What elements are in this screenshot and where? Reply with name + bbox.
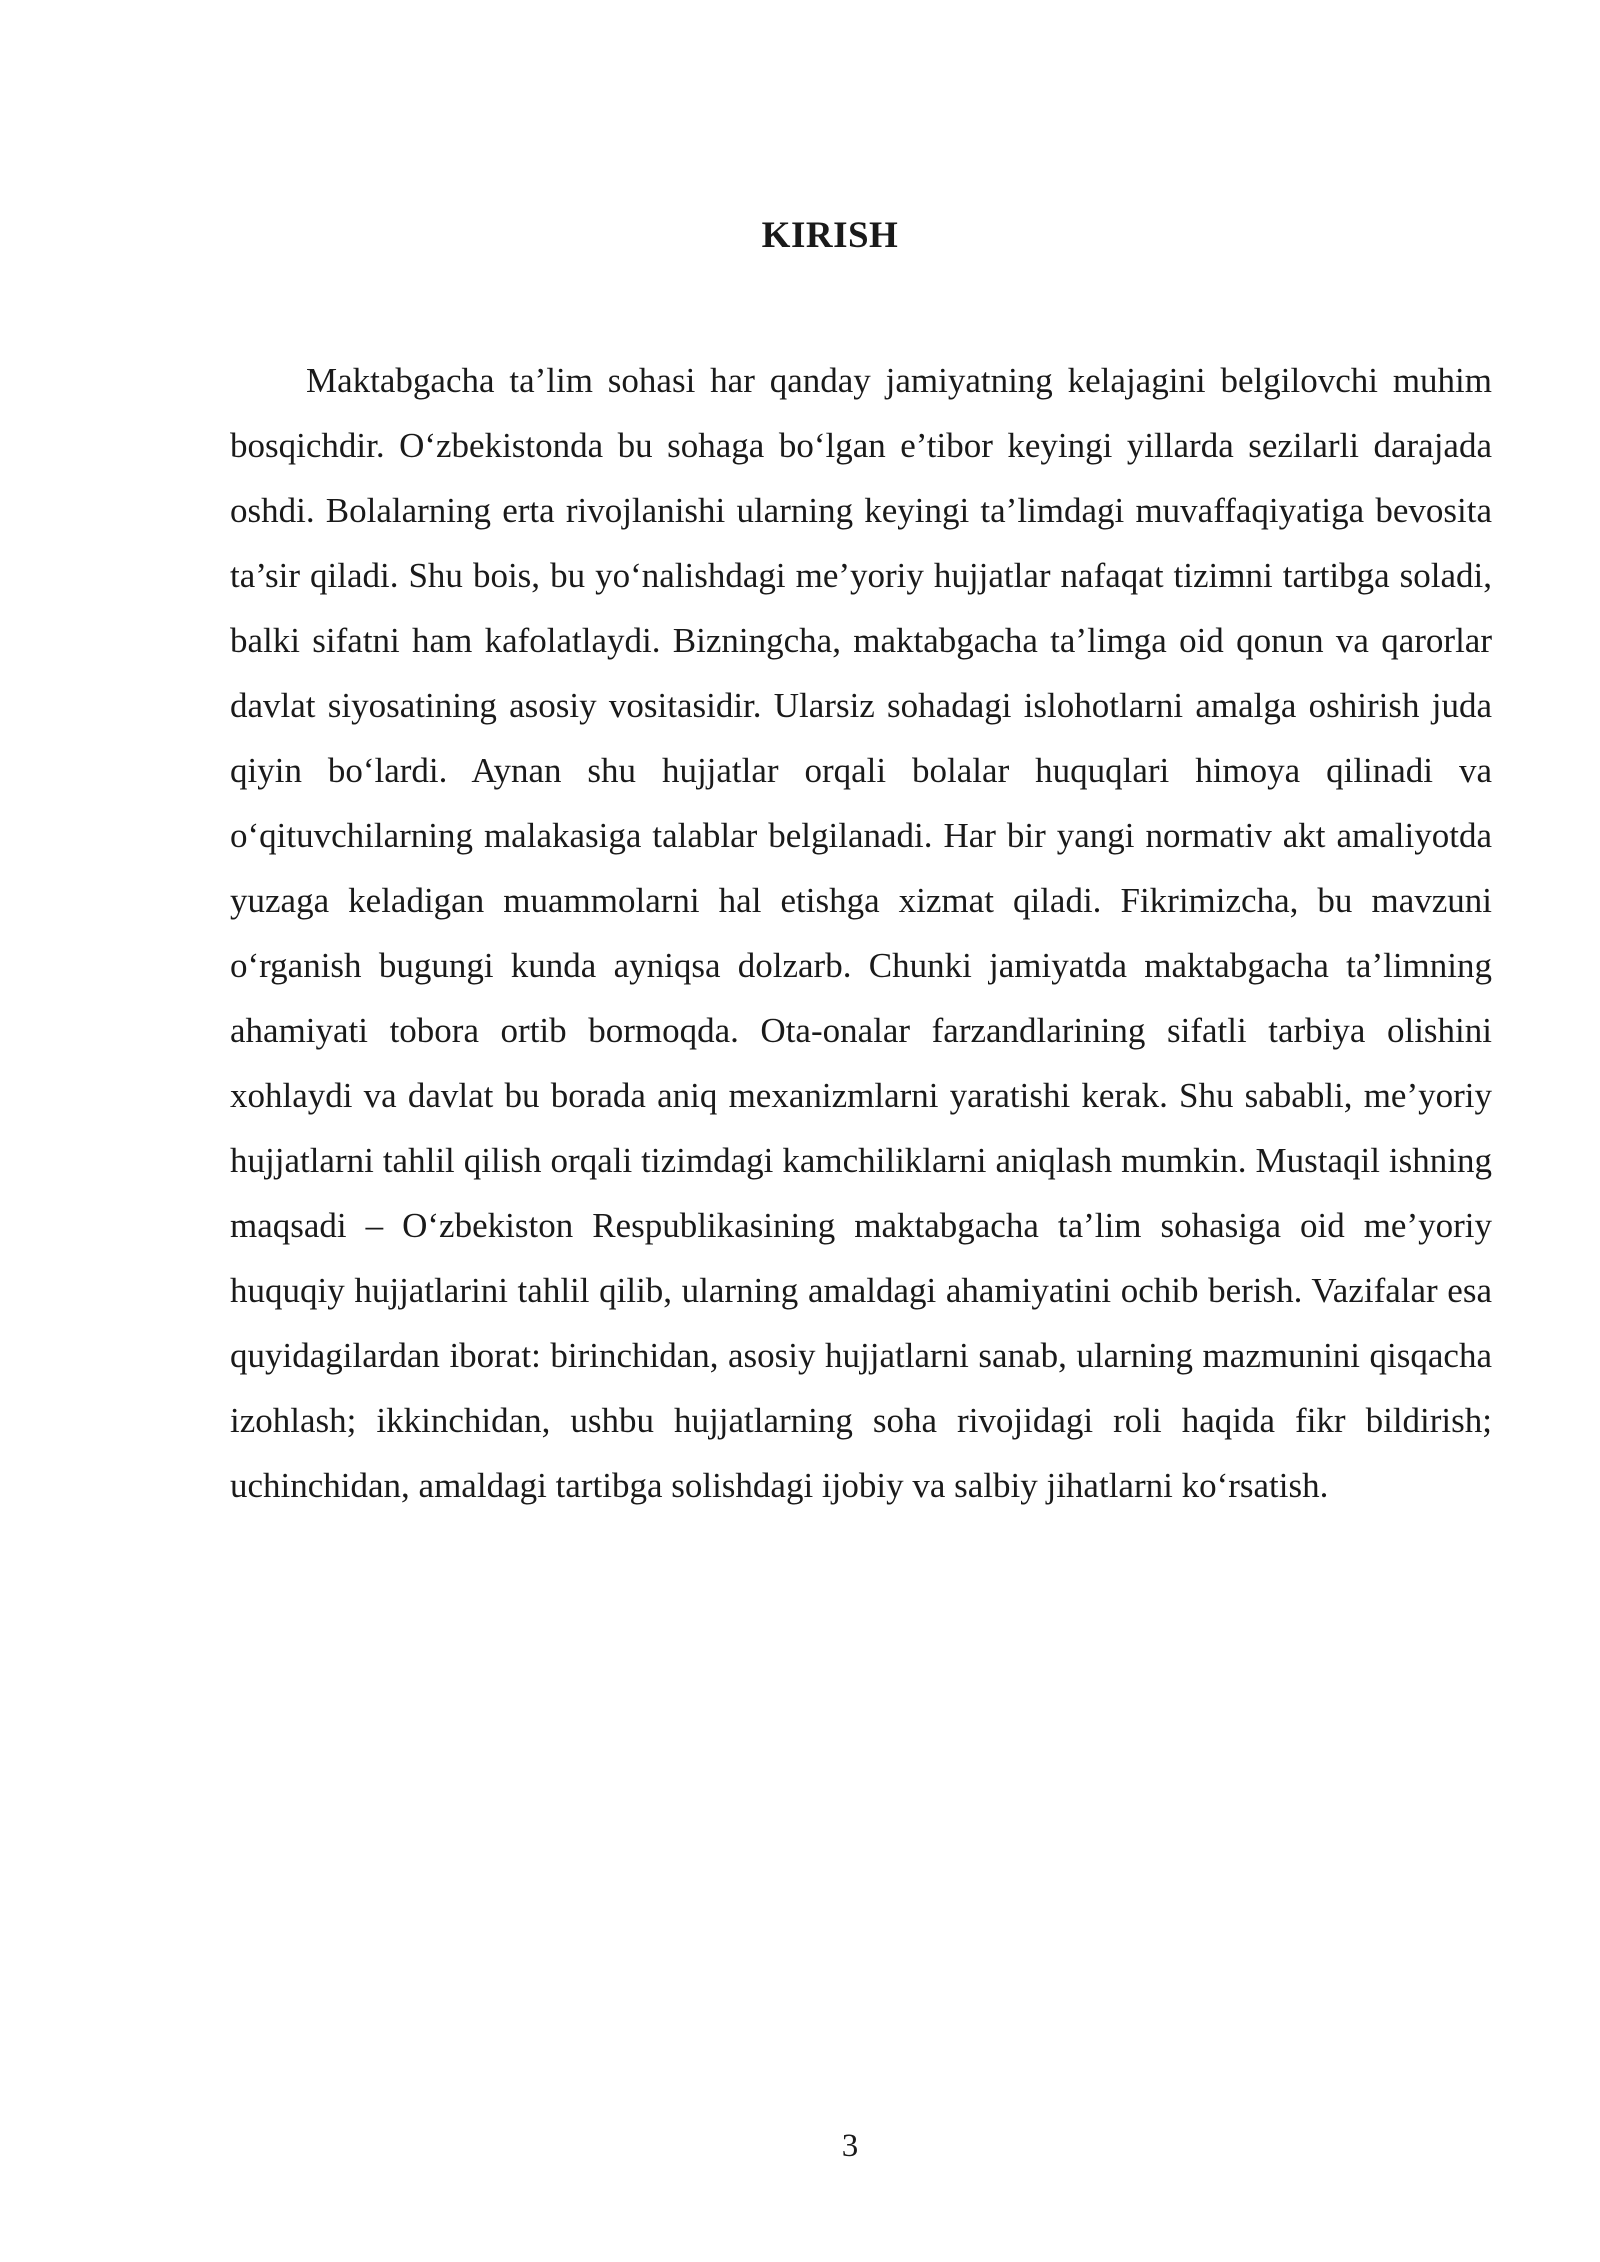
page-number: 3 bbox=[841, 2128, 859, 2164]
section-heading: KIRISH bbox=[761, 215, 899, 256]
body-paragraph: Maktabgacha ta’lim sohasi har qanday jamiyatning kelajagini belgilovchi muhim bosqichdir. O‘zbekistonda bu sohaga bo‘lgan e’tibor keyingi yillarda sezilarli darajada oshdi. Bolalarning erta rivojlanishi ularning keyingi ta’limdagi muvaffaqiyatiga bevosita ta’sir qiladi. Shu bois, bu yo‘nalishdagi me’yoriy hujjatlar nafaqat tizimni tartibga soladi, balki sifatni ham kafolatlaydi. Bizningcha, maktabgacha ta’limga oid qonun va qarorlar davlat siyosatining asosiy vositasidir. Ularsiz sohadagi islohotlarni amalga oshirish juda qiyin bo‘lardi. Aynan shu hujjatlar orqali bolalar huquqlari himoya qilinadi va o‘qituvchilarning malakasiga talablar belgilanadi. Har bir yangi normativ akt amaliyotda yuzaga keladigan muammolarni hal etishga xizmat qiladi. Fikrimizcha, bu mavzuni o‘rganish bugungi kunda ayniqsa dolzarb. Chunki jamiyatda maktabgacha ta’limning ahamiyati tobora ortib bormoqda. Ota-onalar farzandlarining sifatli tarbiya olishini xohlaydi va davlat bu borada aniq mexanizmlarni yaratishi kerak. Shu sababli, me’yoriy hujjatlarni tahlil qilish orqali tizimdagi kamchiliklarni aniqlash mumkin. Mustaqil ishning maqsadi – O‘zbekiston Respublikasining maktabgacha ta’lim sohasiga oid me’yoriy huquqiy hujjatlarini tahlil qilib, ularning amaldagi ahamiyatini ochib berish. Vazifalar esa quyidagilardan iborat: birinchidan, asosiy hujjatlarni sanab, ularning mazmunini qisqacha izohlash; ikkinchidan, ushbu hujjatlarning soha rivojidagi roli haqida fikr bildirish; uchinchidan, amaldagi tartibga solishdagi ijobiy va salbiy jihatlarni ko‘rsatish. bbox=[230, 361, 1492, 1505]
